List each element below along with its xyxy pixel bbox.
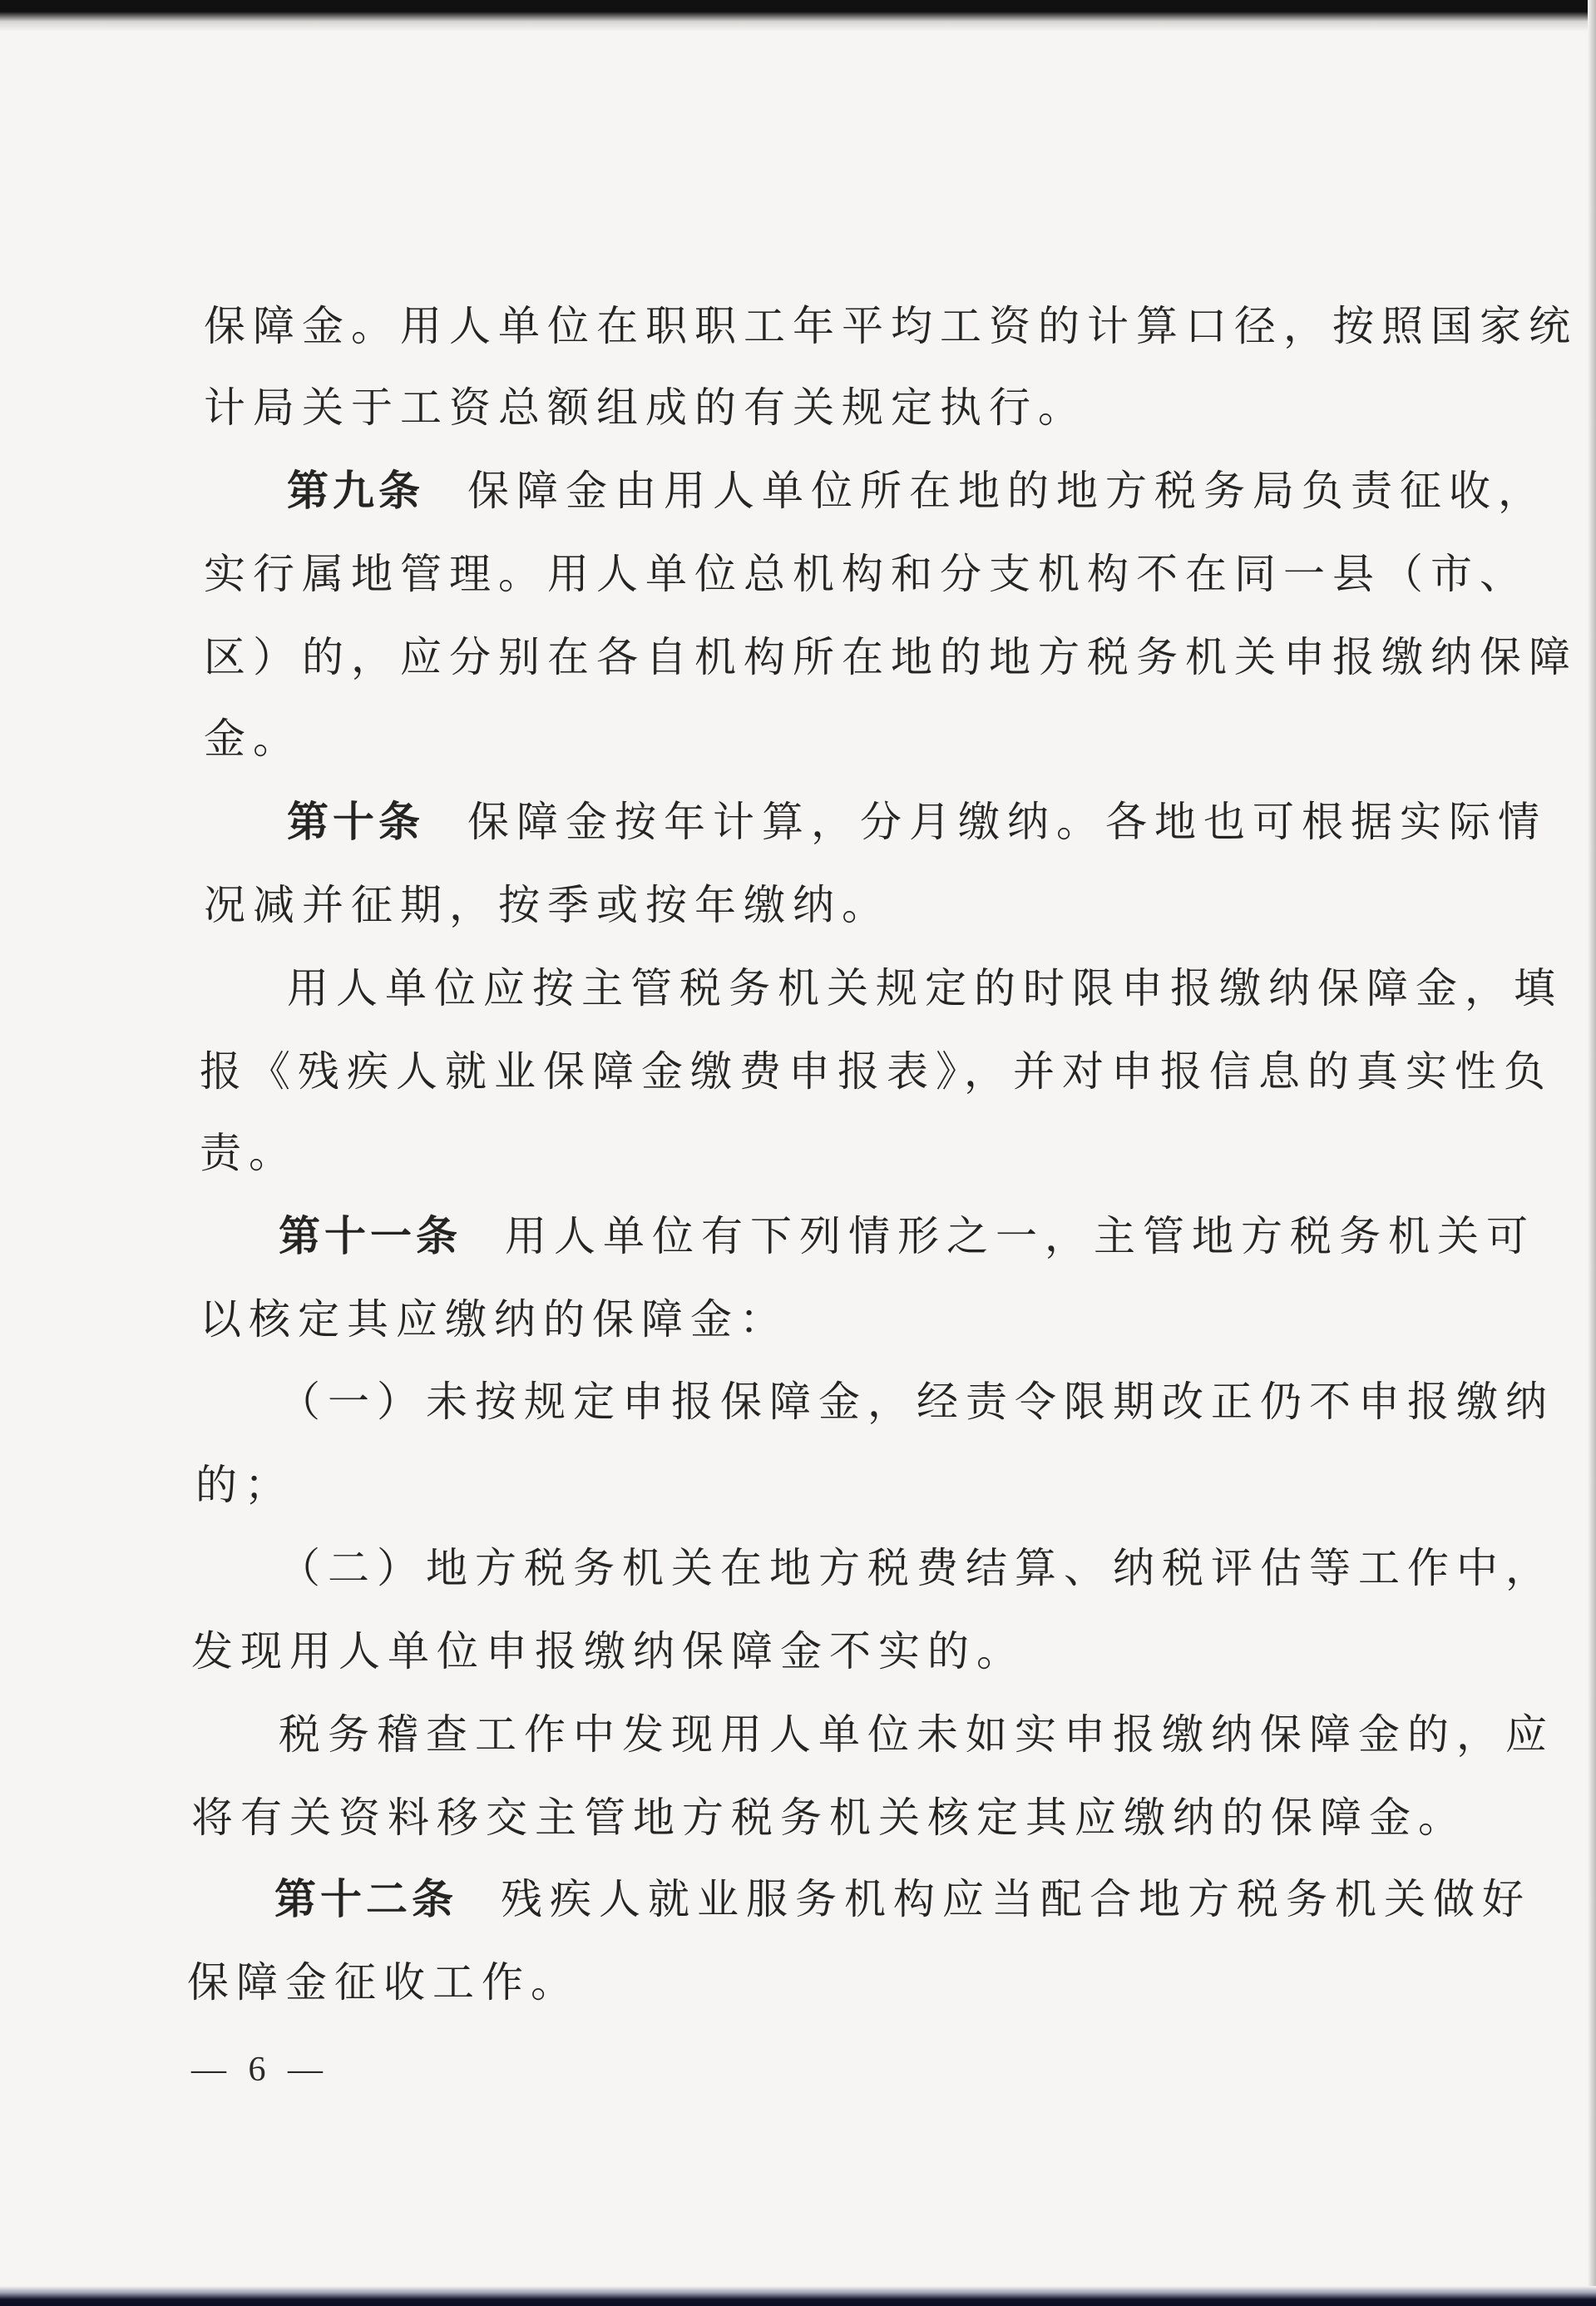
line-text: 况减并征期，按季或按年缴纳。 bbox=[204, 881, 891, 929]
line-13 bbox=[200, 1286, 788, 1346]
line-text: 责。 bbox=[200, 1129, 298, 1177]
article-9 bbox=[287, 458, 1547, 517]
article-heading: 第九条 bbox=[287, 467, 424, 515]
line-text: 保障金。用人单位在职职工年平均工资的计算口径，按照国家统 bbox=[204, 302, 1578, 350]
line-15 bbox=[195, 1452, 294, 1512]
line-text: 发现用人单位申报缴纳保障金不实的。 bbox=[191, 1627, 1025, 1675]
article-heading: 第十条 bbox=[287, 798, 424, 846]
article-heading: 第十一条 bbox=[279, 1212, 462, 1260]
line-8 bbox=[204, 872, 891, 932]
article-10 bbox=[287, 789, 1547, 849]
article-heading: 第十二条 bbox=[274, 1875, 457, 1923]
line-text: 保障金征收工作。 bbox=[187, 1958, 580, 2007]
line-1 bbox=[204, 293, 1578, 353]
line-16 bbox=[279, 1535, 1554, 1595]
line-text: 残疾人就业服务机构应当配合地方税务机关做好 bbox=[501, 1875, 1531, 1923]
line-18 bbox=[279, 1701, 1554, 1761]
line-11 bbox=[200, 1120, 298, 1180]
line-text: 税务稽查工作中发现用人单位未如实申报缴纳保障金的，应 bbox=[279, 1710, 1554, 1759]
page-number: — 6 — bbox=[191, 2051, 329, 2089]
line-text: 保障金按年计算，分月缴纳。各地也可根据实际情 bbox=[467, 798, 1547, 846]
article-12 bbox=[274, 1866, 1531, 1926]
line-text: 用人单位有下列情形之一，主管地方税务机关可 bbox=[505, 1212, 1535, 1260]
line-2 bbox=[204, 374, 1087, 434]
line-17 bbox=[191, 1618, 1025, 1678]
line-text: 实行属地管理。用人单位总机构和分支机构不在同一县（市、 bbox=[204, 550, 1529, 598]
line-19 bbox=[191, 1784, 1467, 1844]
line-text: 用人单位应按主管税务机关规定的时限申报缴纳保障金，填 bbox=[287, 964, 1563, 1012]
line-text: （一）未按规定申报保障金，经责令限期改正仍不申报缴纳 bbox=[279, 1378, 1554, 1426]
line-text: 将有关资料移交主管地方税务机关核定其应缴纳的保障金。 bbox=[191, 1794, 1467, 1842]
line-text: 金。 bbox=[204, 715, 302, 763]
line-text: 保障金由用人单位所在地的地方税务局负责征收， bbox=[467, 467, 1547, 515]
scan-bottom-edge bbox=[0, 2286, 1596, 2306]
line-text: 区）的，应分别在各自机构所在地的地方税务机关申报缴纳保障 bbox=[204, 633, 1578, 681]
line-text: （二）地方税务机关在地方税费结算、纳税评估等工作中， bbox=[279, 1544, 1554, 1592]
line-text: 的； bbox=[195, 1461, 294, 1509]
line-text: 以核定其应缴纳的保障金： bbox=[200, 1295, 788, 1344]
line-9 bbox=[287, 955, 1563, 1015]
article-11 bbox=[279, 1203, 1535, 1263]
line-14 bbox=[279, 1368, 1554, 1428]
line-text: 计局关于工资总额组成的有关规定执行。 bbox=[204, 384, 1087, 432]
line-5 bbox=[204, 624, 1578, 684]
line-6 bbox=[204, 705, 302, 765]
line-10 bbox=[200, 1038, 1553, 1098]
line-21 bbox=[187, 1949, 580, 2009]
line-4 bbox=[204, 541, 1529, 601]
line-text: 报《残疾人就业保障金缴费申报表》，并对申报信息的真实性负 bbox=[200, 1047, 1553, 1096]
